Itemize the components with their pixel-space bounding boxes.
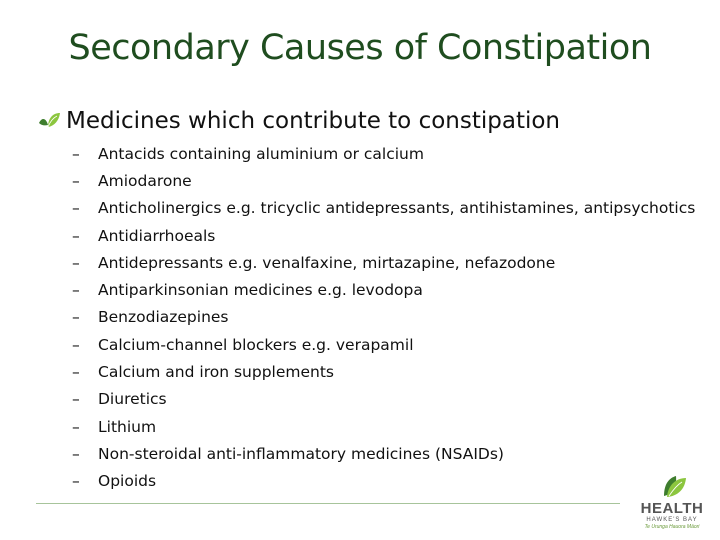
list-item [72,195,695,222]
dash-marker: – [72,144,80,163]
main-bullet-text: Medicines which contribute to constipation [66,108,561,134]
main-bullet [36,108,560,134]
list-item [72,276,695,303]
dash-marker: – [72,308,80,327]
dash-marker: – [72,253,80,272]
list-item-text: Amiodarone [98,171,192,190]
list-item-text: Non-steroidal anti-inflammatory medicines (NSAIDs) [98,444,504,463]
dash-marker: – [72,199,80,218]
list-item [72,222,695,249]
list-item-text: Lithium [98,417,157,436]
list-item [72,167,695,194]
dash-marker: – [72,226,80,245]
dash-marker: – [72,444,80,463]
list-item-text: Antacids containing aluminium or calcium [98,144,424,163]
list-item-text: Calcium-channel blockers e.g. verapamil [98,335,414,354]
dash-marker: – [72,417,80,436]
leaf-bullet-icon [36,110,62,132]
list-item [72,358,695,385]
dash-marker: – [72,390,80,409]
list-item [72,140,695,167]
slide-title: Secondary Causes of Constipation [68,28,652,68]
list-item-text: Antidepressants e.g. venalfaxine, mirtazapine, nefazodone [98,253,556,272]
list-item-text: Antidiarrhoeals [98,226,216,245]
dash-marker: – [72,363,80,382]
medicine-list [72,140,695,495]
logo-line3: Te Urunga Hauora Māori [644,524,700,530]
dash-marker: – [72,171,80,190]
list-item-text: Antiparkinsonian medicines e.g. levodopa [98,281,423,300]
list-item-text: Calcium and iron supplements [98,363,334,382]
list-item [72,331,695,358]
list-item-text: Diuretics [98,390,167,409]
list-item-text: Opioids [98,472,157,491]
list-item-text: Anticholinergics e.g. tricyclic antidepressants, antihistamines, antipsychotics [98,199,696,218]
list-item-text: Benzodiazepines [98,308,229,327]
footer-divider [36,503,620,504]
dash-marker: – [72,335,80,354]
list-item [72,440,695,467]
list-item [72,413,695,440]
list-item [72,249,695,276]
list-item [72,304,695,331]
list-item [72,386,695,413]
logo-line2: HAWKE'S BAY [646,517,698,523]
list-item [72,468,695,495]
dash-marker: – [72,472,80,491]
logo-line1: HEALTH [640,500,704,517]
dash-marker: – [72,281,80,300]
health-hawkes-bay-logo [630,466,714,530]
